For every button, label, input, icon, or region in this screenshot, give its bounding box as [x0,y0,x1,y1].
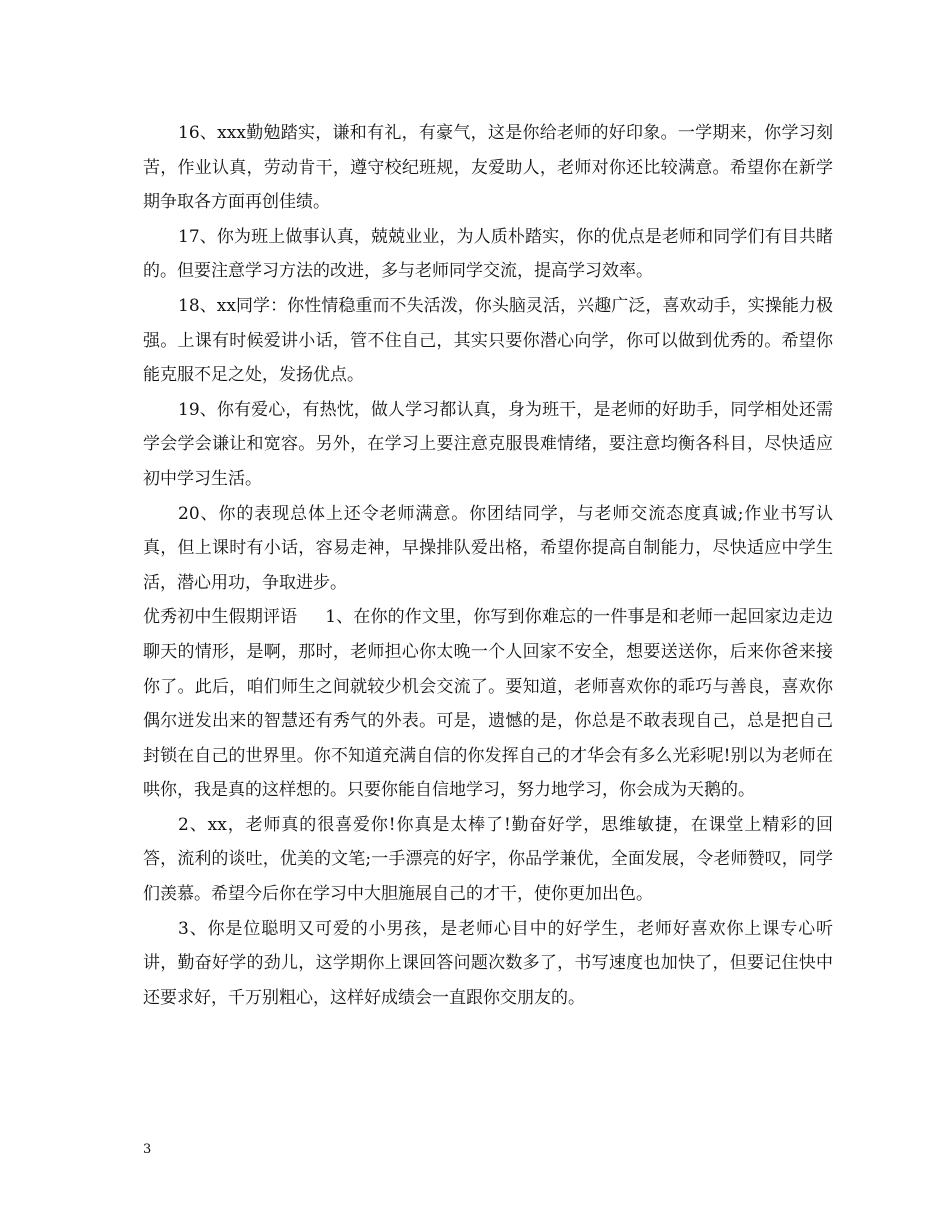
section-comment-2: 2、xx，老师真的很喜爱你!你真是太棒了!勤奋好学，思维敏捷，在课堂上精彩的回答，流利的谈吐，优美的文笔;一手漂亮的好字，你品学兼优，全面发展，令老师赞叹，同学们羡慕。希望今后你在学习中大胆施展自己的才干，使你更加出色。 [143,814,833,905]
section-intro-paragraph [143,600,833,808]
comment-paragraph-19: 19、你有爱心，有热忱，做人学习都认真，身为班干，是老师的好助手，同学相处还需学会学会谦让和宽容。另外，在学习上要注意克服畏难情绪，要注意均衡各科目，尽快适应初中学习生活。 [143,399,833,489]
comment-paragraph-20: 20、你的表现总体上还令老师满意。你团结同学，与老师交流态度真诚;作业书写认真，但上课时有小话，容易走神，早操排队爱出格，希望你提高自制能力，尽快适应中学生活，潜心用功，争取进步。 [143,503,833,593]
page-number: 3 [143,1142,152,1157]
comment-paragraph-17: 17、你为班上做事认真，兢兢业业，为人质朴踏实，你的优点是老师和同学们有目共睹的。但要注意学习方法的改进，多与老师同学交流，提高学习效率。 [143,226,833,282]
section-comment-1: 1、在你的作文里，你写到你难忘的一件事是和老师一起回家边走边聊天的情形，是啊，那时，老师担心你太晚一个人回家不安全，想要送送你，后来你爸来接你了。此后，咱们师生之间就较少机会交流了。要知道，老师喜欢你的乖巧与善良，喜欢你偶尔迸发出来的智慧还有秀气的外表。可是，遗憾的是，你总是不敢表现自己，总是把自己封锁在自己的世界里。你不知道充满自信的你发挥自己的才华会有多么光彩呢!别以为老师在哄你，我是真的这样想的。只要你能自信地学习，努力地学习，你会成为天鹅的。 [143,607,833,801]
comment-paragraph-18: 18、xx同学：你性情稳重而不失活泼，你头脑灵活，兴趣广泛，喜欢动手，实操能力极强。上课有时候爱讲小话，管不住自己，其实只要你潜心向学，你可以做到优秀的。希望你能克服不足之处，发扬优点。 [143,295,833,386]
comment-paragraph-16: 16、xxx勤勉踏实，谦和有礼，有豪气，这是你给老师的好印象。一学期来，你学习刻苦，作业认真，劳动肯干，遵守校纪班规，友爱助人，老师对你还比较满意。希望你在新学期争取各方面再创佳绩。 [143,123,833,213]
section-heading: 优秀初中生假期评语 [143,607,298,628]
document-body [143,116,833,1015]
section-comment-3: 3、你是位聪明又可爱的小男孩，是老师心目中的好学生，老师好喜欢你上课专心听讲，勤奋好学的劲儿，这学期你上课回答问题次数多了，书写速度也加快了，但要记住快中还要求好，千万别粗心，这样好成绩会一直跟你交朋友的。 [143,918,833,1008]
